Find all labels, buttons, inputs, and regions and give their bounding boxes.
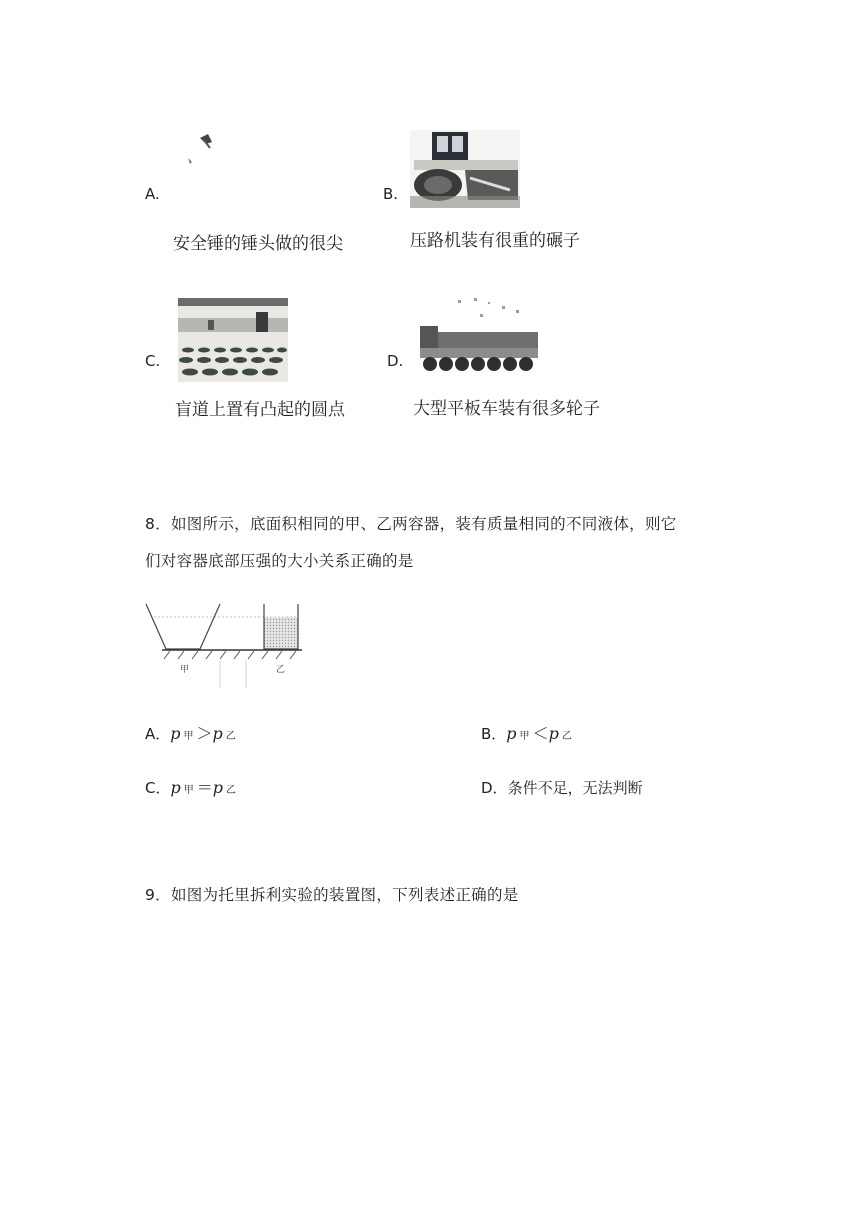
option-c-letter: C. [145, 352, 161, 370]
option-letter: A． [145, 725, 171, 743]
subscript-jia: 甲 [183, 785, 194, 796]
q9-stem: 9．如图为托里拆利实验的装置图，下列表述正确的是 [145, 886, 519, 904]
option-text: 条件不足，无法判断 [507, 779, 643, 797]
p-symbol: p [506, 724, 517, 743]
option-a-caption: 安全锤的锤头做的很尖 [173, 234, 343, 254]
subscript-jia: 甲 [183, 731, 194, 742]
p-symbol: p [212, 778, 223, 797]
subscript-yi: 乙 [225, 731, 236, 742]
tactile-paving-image [178, 298, 288, 382]
q8-option-c [145, 778, 239, 801]
label-jia: 甲 [180, 665, 190, 675]
option-letter: C． [145, 779, 171, 797]
option-a-letter: A. [145, 185, 160, 203]
option-d-letter: D. [387, 352, 404, 370]
flatbed-truck-image [418, 296, 540, 378]
q8-stem-line1: 8．如图所示，底面积相同的甲、乙两容器，装有质量相同的不同液体，则它 [145, 515, 677, 533]
option-d-caption: 大型平板车装有很多轮子 [413, 399, 600, 419]
option-c-caption: 盲道上置有凸起的圆点 [175, 400, 345, 420]
p-symbol: p [548, 724, 559, 743]
option-b-letter: B. [383, 185, 399, 203]
relation-operator: ＝ [196, 778, 213, 797]
option-letter: B． [481, 725, 507, 743]
relation-operator: ＜ [532, 724, 549, 743]
subscript-yi: 乙 [561, 731, 572, 742]
p-symbol: p [170, 724, 181, 743]
relation-operator: ＞ [196, 724, 213, 743]
q8-option-a [145, 724, 239, 747]
q8-stem-line2: 们对容器底部压强的大小关系正确的是 [145, 552, 414, 570]
p-symbol: p [212, 724, 223, 743]
subscript-yi: 乙 [226, 785, 236, 796]
liquid-yi [264, 617, 298, 649]
q8-option-b [481, 724, 575, 747]
q8-option-d [481, 778, 643, 798]
ground-hatching [164, 651, 296, 659]
label-yi: 乙 [276, 665, 286, 675]
option-b-caption: 压路机装有很重的碾子 [410, 231, 580, 251]
p-symbol: p [170, 778, 181, 797]
option-letter: D． [481, 779, 508, 797]
road-roller-image [410, 130, 520, 208]
subscript-jia: 甲 [519, 731, 530, 742]
safety-hammer-image [180, 130, 220, 170]
containers-figure [140, 600, 310, 692]
container-jia [146, 604, 220, 649]
